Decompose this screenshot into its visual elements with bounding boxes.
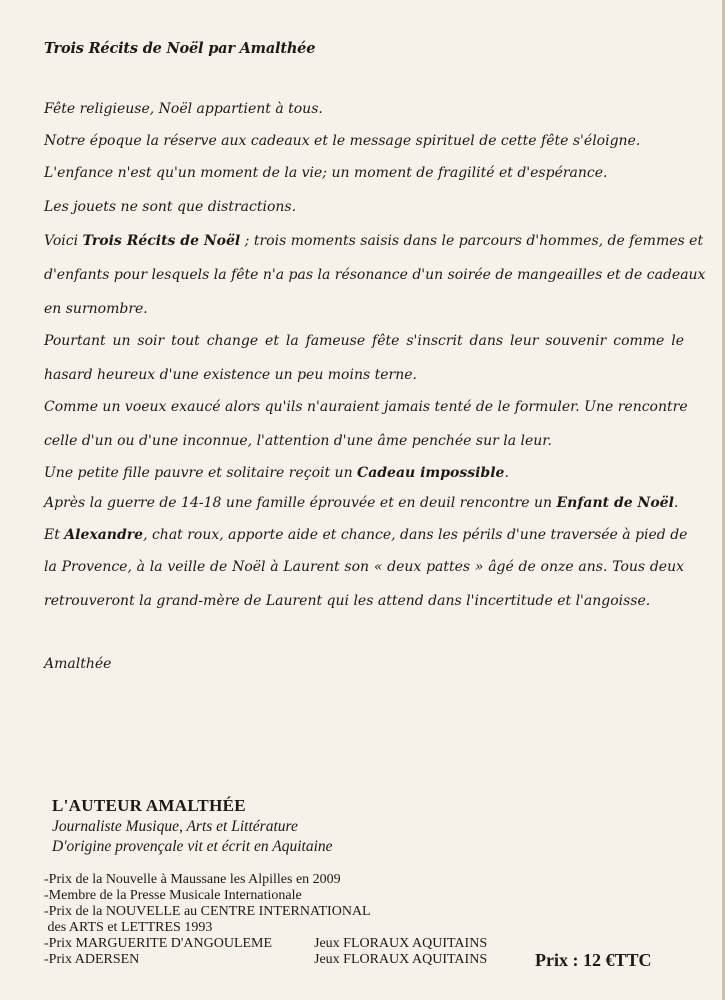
prize-item bbox=[44, 952, 514, 968]
line-text: en surnombre. bbox=[44, 301, 148, 317]
prize-name: -Prix MARGUERITE D'ANGOULEME bbox=[44, 936, 273, 951]
body-line bbox=[44, 300, 148, 318]
line-text: L'enfance n'est qu'un moment de la vie; un moment de fragilité et d'espérance. bbox=[44, 165, 608, 181]
body-line bbox=[44, 398, 688, 416]
prize-organizer: Jeux FLORAUX AQUITAINS bbox=[314, 936, 488, 951]
line-text: retrouveront la grand-mère de Laurent qui les attend dans l'incertitude et l'angoisse. bbox=[44, 593, 651, 609]
prize-name: -Membre de la Presse Musicale Internationale bbox=[44, 888, 302, 903]
line-text: Après la guerre de 14-18 une famille éprouvée et en deuil rencontre un bbox=[44, 495, 557, 511]
prize-item bbox=[44, 920, 514, 936]
prize-organizer: Jeux FLORAUX AQUITAINS bbox=[314, 952, 488, 967]
prize-item bbox=[44, 904, 514, 920]
line-text: Comme un voeux exaucé alors qu'ils n'auraient jamais tenté de le formuler. Une rencontre bbox=[44, 399, 688, 415]
body-line bbox=[44, 558, 684, 576]
body-line bbox=[44, 494, 678, 512]
line-text: Notre époque la réserve aux cadeaux et le message spirituel de cette fête s'éloigne. bbox=[44, 133, 641, 149]
line-text: Les jouets ne sont que distractions. bbox=[44, 199, 297, 215]
author-profession: Journaliste Musique, Arts et Littérature bbox=[52, 818, 298, 835]
line-text: Fête religieuse, Noël appartient à tous. bbox=[44, 101, 323, 117]
line-text: ; trois moments saisis dans le parcours d'hommes, de femmes et bbox=[240, 233, 704, 249]
emphasis-text: Enfant de Noël bbox=[556, 495, 674, 511]
line-text: Une petite fille pauvre et solitaire reçoit un bbox=[44, 465, 358, 481]
prize-name: -Prix de la Nouvelle à Maussane les Alpilles en 2009 bbox=[44, 872, 341, 887]
price: Prix : 12 €TTC bbox=[535, 950, 652, 970]
signature: Amalthée bbox=[44, 656, 112, 672]
body-line bbox=[44, 366, 417, 384]
emphasis-text: Cadeau impossible bbox=[357, 465, 505, 481]
line-text: . bbox=[673, 495, 679, 511]
line-text: la Provence, à la veille de Noël à Laurent son « deux pattes » âgé de onze ans. Tous deux bbox=[44, 559, 684, 575]
prize-name: -Prix de la NOUVELLE au CENTRE INTERNATIONAL bbox=[44, 904, 371, 919]
line-text: . bbox=[504, 465, 509, 481]
line-text: , chat roux, apporte aide et chance, dans les périls d'une traversée à pied de bbox=[143, 527, 688, 543]
body-line bbox=[44, 526, 688, 544]
author-heading: L'AUTEUR AMALTHÉE bbox=[52, 796, 246, 815]
line-text: hasard heureux d'une existence un peu moins terne. bbox=[44, 367, 417, 383]
body-line bbox=[44, 332, 684, 350]
author-origin: D'origine provençale vit et écrit en Aquitaine bbox=[52, 838, 333, 855]
emphasis-text: Trois Récits de Noël bbox=[82, 233, 241, 249]
body-line bbox=[44, 592, 650, 610]
body-line bbox=[44, 464, 509, 482]
prize-item bbox=[44, 936, 514, 952]
body-line bbox=[44, 100, 323, 118]
body-line bbox=[44, 164, 608, 182]
page-title: Trois Récits de Noël par Amalthée bbox=[44, 40, 316, 57]
emphasis-text: Alexandre bbox=[64, 527, 144, 543]
line-text: Voici bbox=[44, 233, 83, 249]
line-text: d'enfants pour lesquels la fête n'a pas la résonance d'un soirée de mangeailles et de cadeaux bbox=[44, 267, 706, 283]
line-text: Pourtant un soir tout change et la fameuse fête s'inscrit dans leur souvenir comme le bbox=[44, 333, 684, 349]
author-section bbox=[52, 795, 512, 857]
prize-name: des ARTS et LETTRES 1993 bbox=[44, 920, 213, 935]
body-line bbox=[44, 266, 706, 284]
body-line bbox=[44, 432, 552, 450]
body-line bbox=[44, 132, 640, 150]
body-line bbox=[44, 198, 296, 216]
prize-item bbox=[44, 888, 514, 904]
prize-list bbox=[44, 872, 514, 968]
body-line bbox=[44, 232, 704, 250]
line-text: celle d'un ou d'une inconnue, l'attention d'une âme penchée sur la leur. bbox=[44, 433, 552, 449]
line-text: Et bbox=[44, 527, 65, 543]
prize-item bbox=[44, 872, 514, 888]
prize-name: -Prix ADERSEN bbox=[44, 952, 140, 967]
